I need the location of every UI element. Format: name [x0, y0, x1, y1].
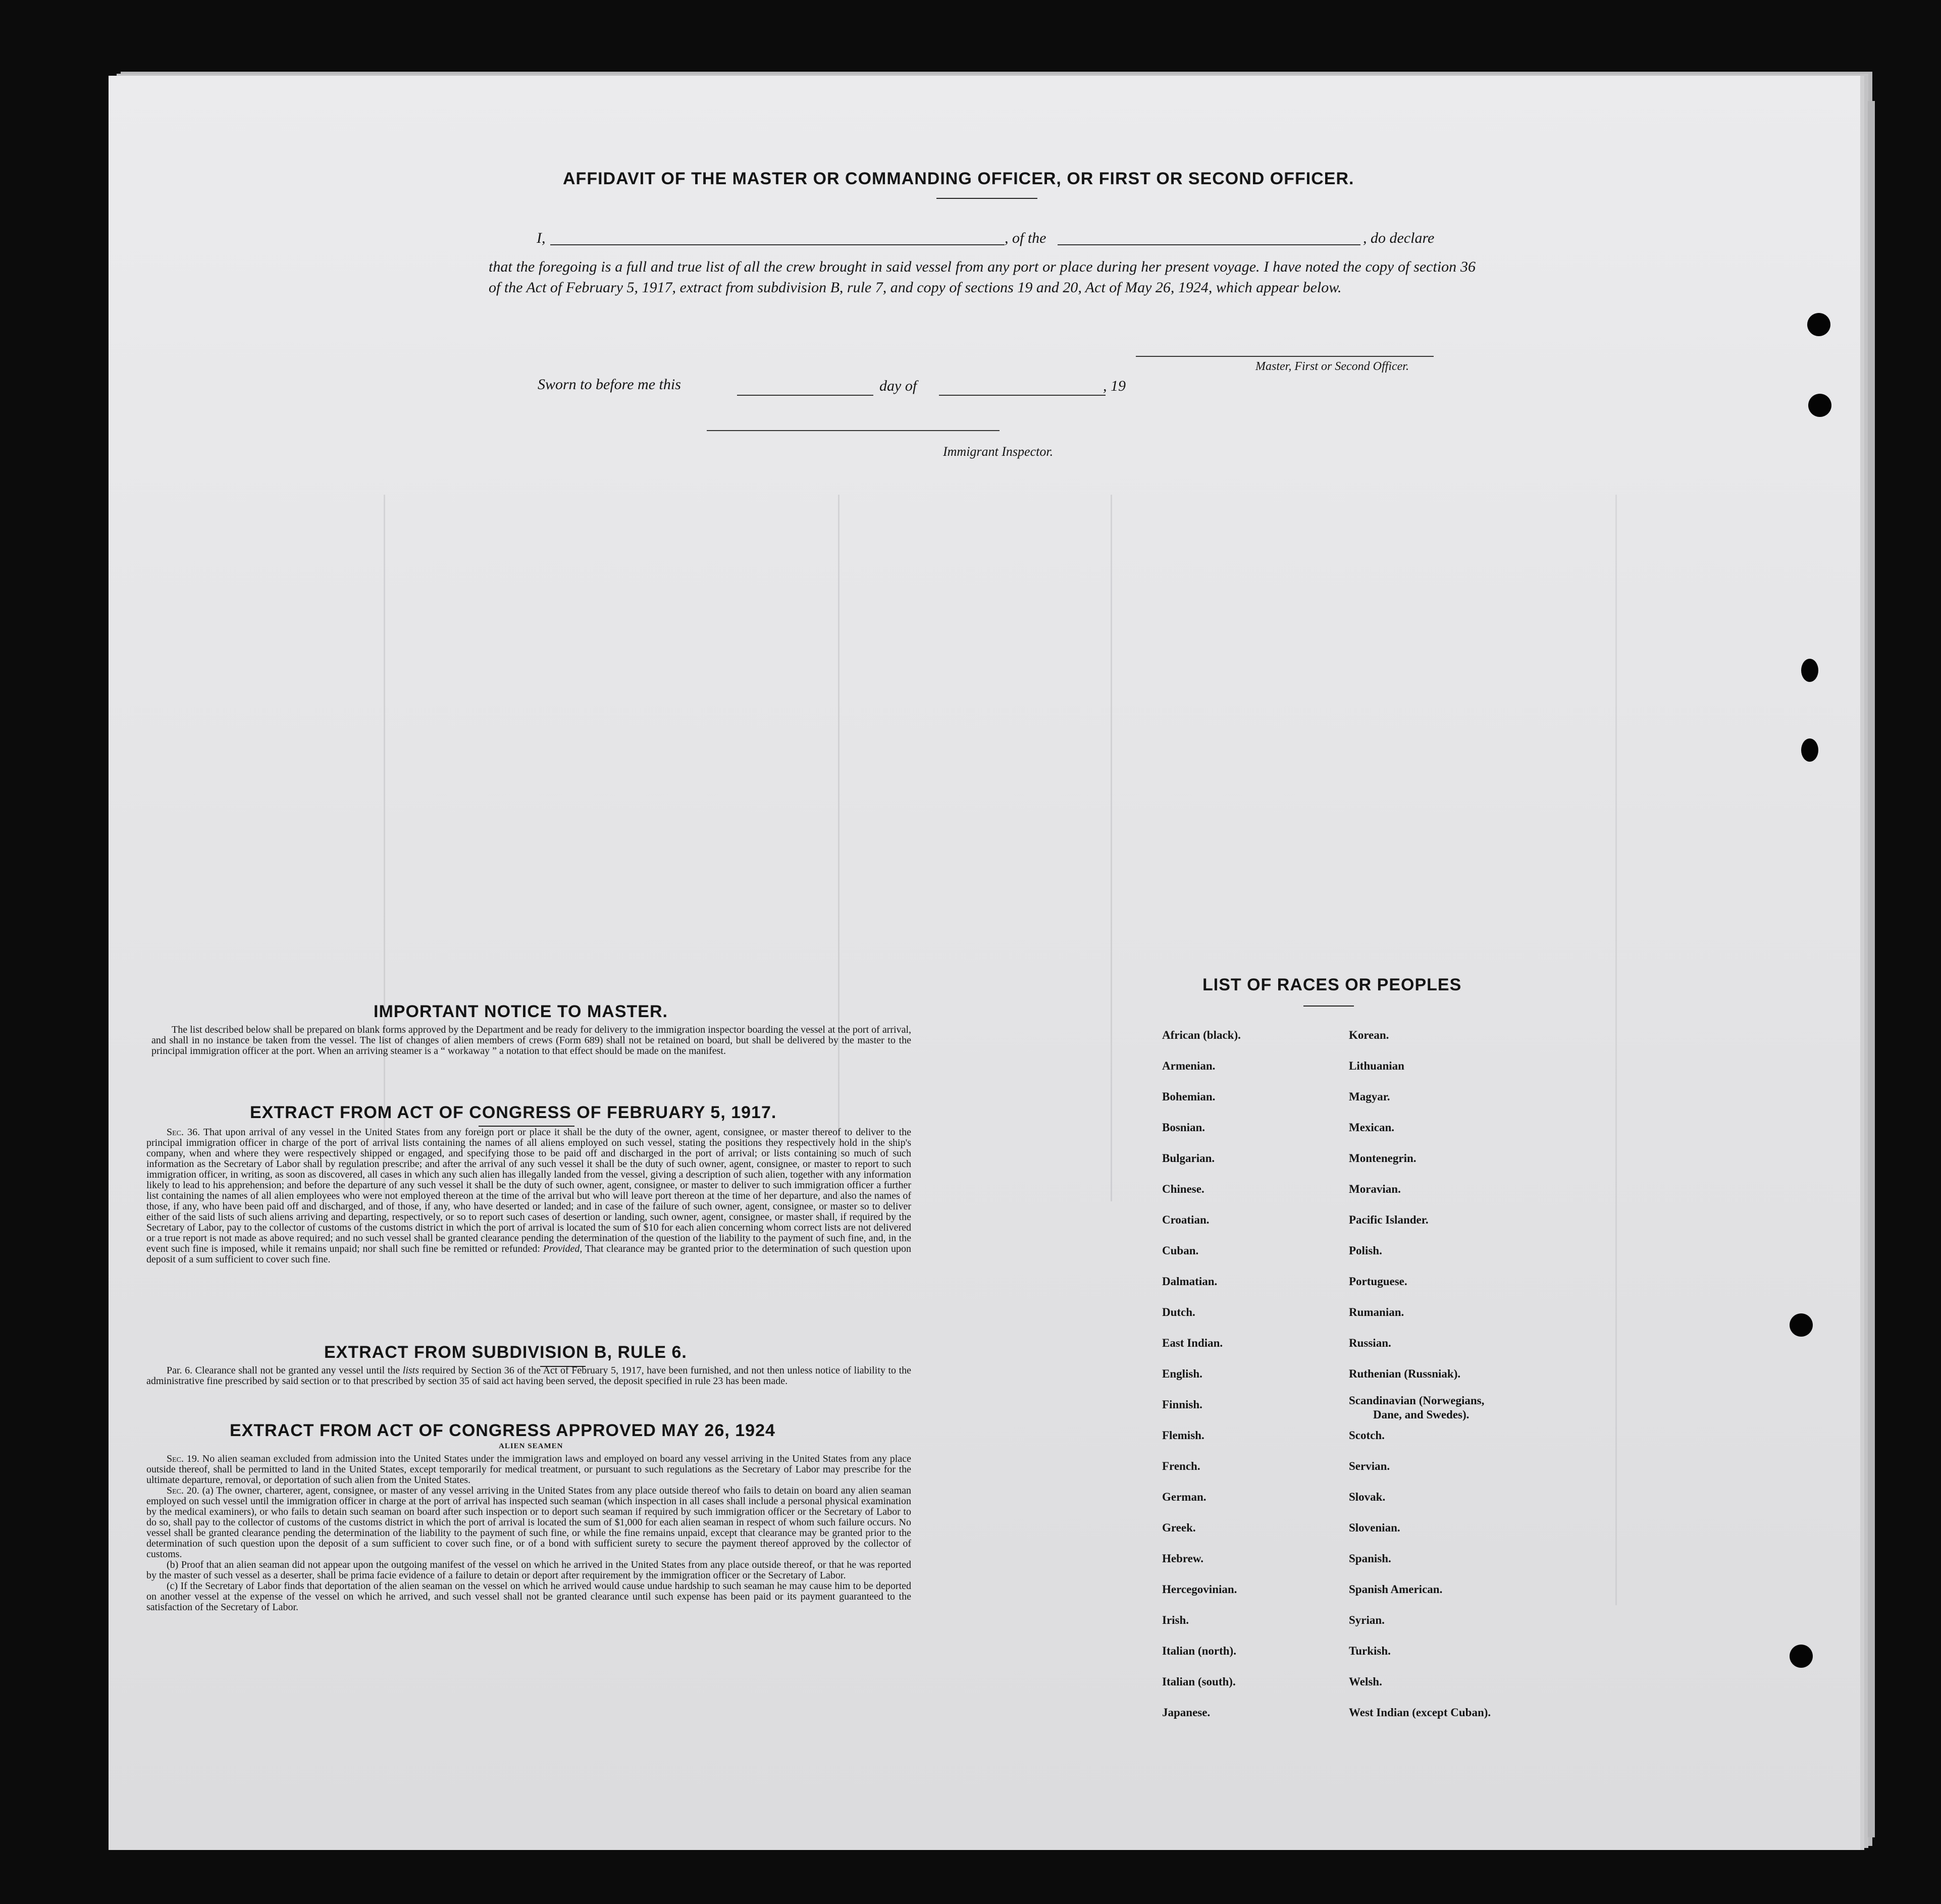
races-title: LIST OF RACES OR PEOPLES	[1202, 975, 1462, 994]
affidavit-title: AFFIDAVIT OF THE MASTER OR COMMANDING OFFICER, OR FIRST OR SECOND OFFICER.	[563, 169, 1354, 188]
inspector-label: Immigrant Inspector.	[943, 444, 1054, 459]
race-item: Rumanian.	[1349, 1306, 1404, 1318]
affidavit-body: that the foregoing is a full and true list of all the crew brought in said vessel from any port or place during her present voyage. I have noted the copy of section 36 of the Act of February 5, 1917, extract from subdivision B, rule 7, and copy of sections 19 and 20, Act of May 26, 1924, which appear below.	[489, 258, 1476, 296]
race-item: English.	[1162, 1367, 1202, 1380]
sec-36-text: That upon arrival of any vessel in the United States from any foreign port or place it shall be the duty of the owner, agent, consignee, or master thereof to deliver to the principal immigration officer in charge of the port of arrival lists containing the names of all aliens employed on such vessel, stating the positions they respectively hold in the ship's company, when and where they were respectively shipped or engaged, and specifying those to be paid off and discharged in the port of arrival; or lists containing so much of such information as the Secretary of Labor shall by regulation prescribe; and after the arrival of any such vessel it shall be the duty of such owner, agent, consignee, or master to report to such immigration officer, in writing, as soon as discovered, all cases in which any such alien has illegally landed from the vessel, giving a description of such alien, together with any information likely to lead to his apprehension; and before the departure of any such vessel it shall be the duty of such owner, agent, consignee, or master to deliver to such immigration officer a further list containing the names of all alien employees who were not employed thereon at the time of the arrival but who will leave port thereon at the time of her departure, and also the names of those, if any, who have been paid off and discharged, and of those, if any, who have deserted or landed; and in case of the failure of such owner, agent, consignee, or master so to deliver either of the said lists of such aliens arriving and departing, respectively, or so to report such cases of desertion or landing, such owner, agent, consignee, or master shall, if required by the Secretary of Labor, pay to the collector of customs of the customs district in which the port of arrival is located the sum of $10 for each alien concerning whom correct lists are not delivered or a true report is not made as above required; and no such vessel shall be granted clearance pending the determination of the question of the liability to the payment of such fine, and, in the event such fine is imposed, while it remains unpaid; nor shall such fine be remitted or refunded:	[146, 1127, 912, 1254]
race-item: Moravian.	[1349, 1183, 1401, 1195]
race-item: Finnish.	[1162, 1398, 1202, 1411]
punch-hole	[1790, 1313, 1813, 1337]
notice-body	[151, 1025, 911, 1056]
race-item: Chinese.	[1162, 1183, 1204, 1195]
sec-36-text-end: That clearance may be granted prior to the determination of such question upon deposit of a sum sufficient to cover such fine.	[146, 1243, 911, 1265]
race-item: Magyar.	[1349, 1090, 1390, 1103]
page-edge	[1868, 101, 1875, 1837]
race-item: Hebrew.	[1162, 1552, 1203, 1565]
sec-20a-text: (a) The owner, charterer, agent, consignee, or master of any vessel arriving in the United States from any place outside thereof who fails to detain on board any alien seaman employed on such vessel until the immigration officer in charge at the port of arrival has inspected such seaman (which inspection in all cases shall include a personal physical examination by the medical examiners), or who fails to detain such seaman on board after such inspection or to deport such seaman if required by such immigration officer or the Secretary of Labor to do so, shall pay to the collector of customs of the customs district in which the port of arrival is located the sum of $1,000 for each alien seaman in respect of whom such failure occurs. No vessel shall be granted clearance pending the determination of the liability to the payment of such fine, or while the fine remains unpaid, except that clearance may be granted prior to the determination of such question upon the deposit of a sum sufficient to cover such fine, or of a bond with sufficient surety to secure the payment thereof approved by the collector of customs.	[146, 1485, 911, 1560]
race-item: Ruthenian (Russniak).	[1349, 1367, 1461, 1380]
sworn-day-field[interactable]	[737, 380, 873, 396]
sec-19-text: No alien seaman excluded from admission into the United States under the immigration laws and employed on board any vessel arriving in the United States from any place outside thereof, shall be permitted to land in the United States, except temporarily for medical treatment, or pursuant to such regulations as the Secretary of Labor may prescribe for the ultimate departure, removal, or deportation of such alien from the United States.	[146, 1453, 911, 1486]
race-item: Hercegovinian.	[1162, 1583, 1237, 1596]
race-item: Dane, and Swedes).	[1373, 1408, 1470, 1421]
sworn-month-field[interactable]	[939, 380, 1106, 396]
race-item: Japanese.	[1162, 1706, 1211, 1719]
race-item: Italian (south).	[1162, 1675, 1236, 1688]
race-item: Armenian.	[1162, 1060, 1216, 1072]
race-item: Irish.	[1162, 1614, 1189, 1626]
race-item: West Indian (except Cuban).	[1349, 1706, 1491, 1719]
master-signature-field[interactable]	[1136, 341, 1434, 357]
punch-hole	[1790, 1645, 1813, 1668]
par6-text: Par. 6. Clearance shall not be granted any vessel until the	[167, 1365, 400, 1376]
vessel-field[interactable]	[1058, 228, 1360, 245]
master-signature-label: Master, First or Second Officer.	[1255, 360, 1409, 373]
race-item: Syrian.	[1349, 1614, 1385, 1626]
race-item: German.	[1162, 1491, 1206, 1503]
race-item: Cuban.	[1162, 1244, 1199, 1257]
punch-hole	[1801, 738, 1818, 762]
affidavit-of-the: , of the	[1005, 230, 1046, 246]
extract-1924-body	[146, 1454, 911, 1613]
punch-hole	[1807, 313, 1830, 336]
sec-20b-text: (b) Proof that an alien seaman did not appear upon the outgoing manifest of the vessel on which he arrived in the United States from any place outside thereof, or that he was reported by the master of such vessel as a deserter, shall be prima facie evidence of a failure to detain or deport after requirement by the immigration officer or the Secretary of Labor.	[146, 1559, 911, 1581]
affidavit-declare: , do declare	[1363, 230, 1435, 246]
race-item: Portuguese.	[1349, 1275, 1407, 1288]
race-item: East Indian.	[1162, 1337, 1223, 1349]
race-item: Pacific Islander.	[1349, 1213, 1429, 1226]
sec-20-label: Sec. 20.	[167, 1485, 199, 1496]
race-item: Dalmatian.	[1162, 1275, 1218, 1288]
name-field[interactable]	[550, 228, 1005, 245]
affidavit-i: I,	[537, 230, 546, 246]
race-item: Italian (north).	[1162, 1645, 1236, 1657]
race-item: Bohemian.	[1162, 1090, 1216, 1103]
race-item: Spanish American.	[1349, 1583, 1443, 1596]
notice-text: The list described below shall be prepared on blank forms approved by the Department and be ready for delivery to the immigration inspector boarding the vessel at the port of arrival, and shall in no instance be taken from the vessel. The list of changes of alien members of crews (Form 689) shall not be retained on board, but shall be delivered by the master to the principal immigration officer at the port. When an arriving steamer is a “ workaway ” a notation to that effect should be made on the manifest.	[151, 1024, 911, 1056]
race-item: Spanish.	[1349, 1552, 1391, 1565]
sec-36-label: Sec. 36.	[167, 1127, 200, 1138]
notice-title: IMPORTANT NOTICE TO MASTER.	[374, 1002, 668, 1021]
punch-hole	[1801, 659, 1818, 682]
race-item: Dutch.	[1162, 1306, 1195, 1318]
race-item: Slovak.	[1349, 1491, 1386, 1503]
alien-seamen-subtitle: ALIEN SEAMEN	[499, 1442, 563, 1450]
race-item: Bosnian.	[1162, 1121, 1205, 1134]
year-label: , 19	[1103, 378, 1126, 394]
extract-1917-body	[146, 1127, 911, 1265]
sworn-label: Sworn to before me this	[538, 376, 681, 393]
divider	[1303, 1006, 1354, 1007]
race-item: Montenegrin.	[1349, 1152, 1417, 1165]
inspector-signature-field[interactable]	[707, 415, 1000, 431]
sec-20c-text: (c) If the Secretary of Labor finds that deportation of the alien seaman on the vessel on which he arrived would cause undue hardship to such seaman he may cause him to be deported on another vessel at the expense of the vessel on which he arrived, and such vessel shall not be granted clearance until such expense has been paid or its payment guaranteed to the satisfaction of the Secretary of Labor.	[146, 1580, 911, 1613]
par6-text-end: required by Section 36 of the Act of February 5, 1917, have been furnished, and not then unless notice of liability to the administrative fine prescribed by said section or to that prescribed by section 35 of said act having been served, the deposit specified in rule 23 has been made.	[146, 1365, 912, 1387]
race-item: Slovenian.	[1349, 1521, 1400, 1534]
race-item: Korean.	[1349, 1029, 1389, 1041]
race-item: Bulgarian.	[1162, 1152, 1215, 1165]
race-item: Polish.	[1349, 1244, 1382, 1257]
race-item: Mexican.	[1349, 1121, 1395, 1134]
race-item: Welsh.	[1349, 1675, 1382, 1688]
punch-hole	[1808, 394, 1831, 417]
race-item: Servian.	[1349, 1460, 1390, 1472]
subdivision-title: EXTRACT FROM SUBDIVISION B, RULE 6.	[324, 1343, 687, 1362]
day-of-label: day of	[879, 378, 917, 394]
sec-19-label: Sec. 19.	[167, 1453, 199, 1464]
subdivision-body	[146, 1365, 911, 1387]
lists-word: lists	[402, 1365, 419, 1376]
extract-1924-title: EXTRACT FROM ACT OF CONGRESS APPROVED MAY 26, 1924	[230, 1421, 775, 1440]
race-item: Flemish.	[1162, 1429, 1204, 1442]
race-item: Turkish.	[1349, 1645, 1391, 1657]
race-item: Lithuanian	[1349, 1060, 1404, 1072]
race-item: Scotch.	[1349, 1429, 1385, 1442]
race-item: Greek.	[1162, 1521, 1196, 1534]
race-item: Scandinavian (Norwegians,	[1349, 1394, 1485, 1407]
extract-1917-title: EXTRACT FROM ACT OF CONGRESS OF FEBRUARY 5, 1917.	[250, 1103, 777, 1122]
divider	[936, 198, 1037, 199]
race-item: Russian.	[1349, 1337, 1391, 1349]
race-item: African (black).	[1162, 1029, 1241, 1041]
race-item: French.	[1162, 1460, 1200, 1472]
race-item: Croatian.	[1162, 1213, 1210, 1226]
provided-word: Provided,	[543, 1243, 583, 1254]
